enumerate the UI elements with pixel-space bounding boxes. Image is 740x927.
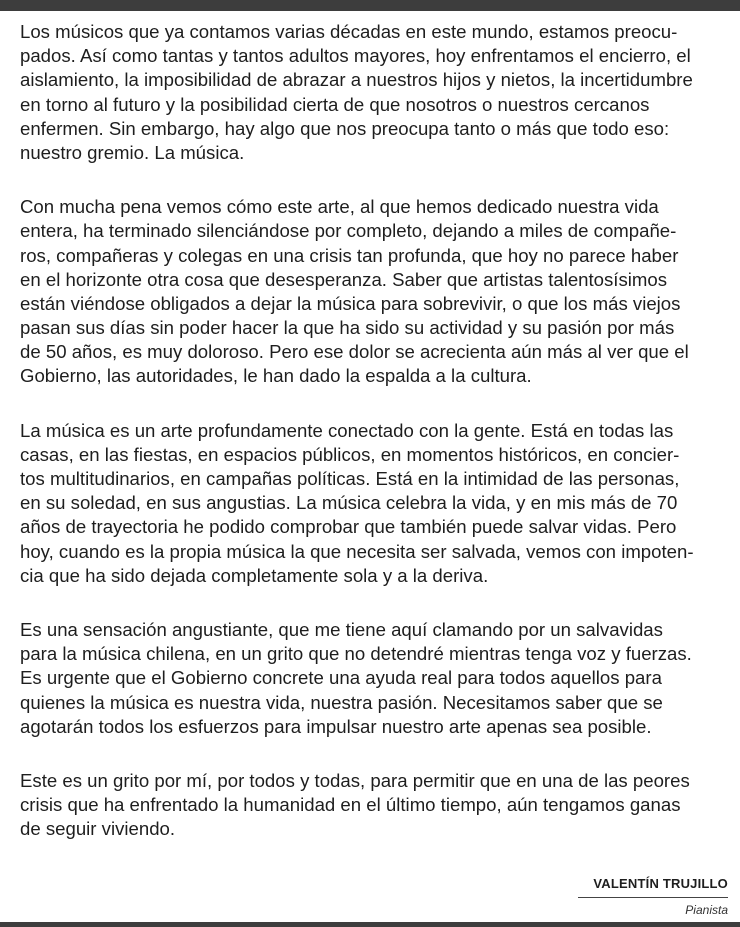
bottom-border [0, 922, 740, 927]
text-line: casas, en las fiestas, en espacios públicos, en momentos históricos, en concier- [20, 443, 680, 465]
text-line: agotarán todos los esfuerzos para impulsar nuestro arte apenas sea posible. [20, 715, 652, 737]
text-line: crisis que ha enfrentado la humanidad en el último tiempo, aún tengamos ganas [20, 794, 681, 816]
text-line: en el horizonte otra cosa que desesperanza. Saber que artistas talentosísimos [20, 268, 668, 290]
signature-name: VALENTÍN TRUJILLO [578, 876, 728, 898]
text-line: quienes la música es nuestra vida, nuestra pasión. Necesitamos saber que se [20, 691, 663, 713]
text-line: aislamiento, la imposibilidad de abrazar a nuestros hijos y nietos, la incertidumbre [20, 69, 693, 91]
letter-body [20, 20, 732, 871]
text-line: hoy, cuando es la propia música la que necesita ser salvada, vemos con impoten- [20, 540, 694, 562]
text-line: de seguir viviendo. [20, 818, 176, 840]
paragraph [20, 419, 732, 588]
text-line: pasan sus días sin poder hacer la que ha sido su actividad y su pasión por más [20, 317, 675, 339]
signature-role: Pianista [685, 903, 728, 917]
text-line: Gobierno, las autoridades, le han dado la espalda a la cultura. [20, 365, 532, 387]
text-line: en su soledad, en sus angustias. La música celebra la vida, y en mis más de 70 [20, 492, 678, 514]
text-line: tos multitudinarios, en campañas políticas. Está en la intimidad de las personas, [20, 468, 680, 489]
text-line: Con mucha pena vemos cómo este arte, al que hemos dedicado nuestra vida [20, 196, 659, 218]
text-line: Es una sensación angustiante, que me tiene aquí clamando por un salvavidas [20, 618, 663, 640]
text-line: cia que ha sido dejada completamente sola y a la deriva. [20, 564, 489, 586]
text-line: años de trayectoria he podido comprobar que también puede salvar vidas. Pero [20, 516, 677, 538]
text-line: Este es un grito por mí, por todos y todas, para permitir que en una de las peores [20, 769, 690, 791]
top-border [0, 0, 740, 11]
paragraph [20, 769, 732, 842]
paragraph [20, 618, 732, 739]
text-line: entera, ha terminado silenciándose por completo, dejando a miles de compañe- [20, 220, 677, 242]
text-line: ros, compañeras y colegas en una crisis tan profunda, que hoy no parece haber [20, 244, 679, 266]
text-line: Es urgente que el Gobierno concrete una ayuda real para todos aquellos para [20, 667, 662, 689]
paragraph [20, 20, 732, 165]
text-line: en torno al futuro y la posibilidad cierta de que nosotros o nuestros cercanos [20, 93, 650, 115]
text-line: enfermen. Sin embargo, hay algo que nos preocupa tanto o más que todo eso: [20, 117, 670, 139]
text-line: están viéndose obligados a dejar la música para sobrevivir, o que los más viejos [20, 292, 681, 314]
paragraph [20, 195, 732, 389]
text-line: Los músicos que ya contamos varias décadas en este mundo, estamos preocu- [20, 21, 678, 42]
text-line: para la música chilena, en un grito que no detendré mientras tenga voz y fuerzas. [20, 643, 692, 665]
text-line: pados. Así como tantas y tantos adultos mayores, hoy enfrentamos el encierro, el [20, 45, 691, 67]
signature-block [578, 876, 728, 917]
text-line: La música es un arte profundamente conectado con la gente. Está en todas las [20, 419, 674, 441]
text-line: de 50 años, es muy doloroso. Pero ese dolor se acrecienta aún más al ver que el [20, 341, 689, 363]
text-line: nuestro gremio. La música. [20, 141, 245, 163]
